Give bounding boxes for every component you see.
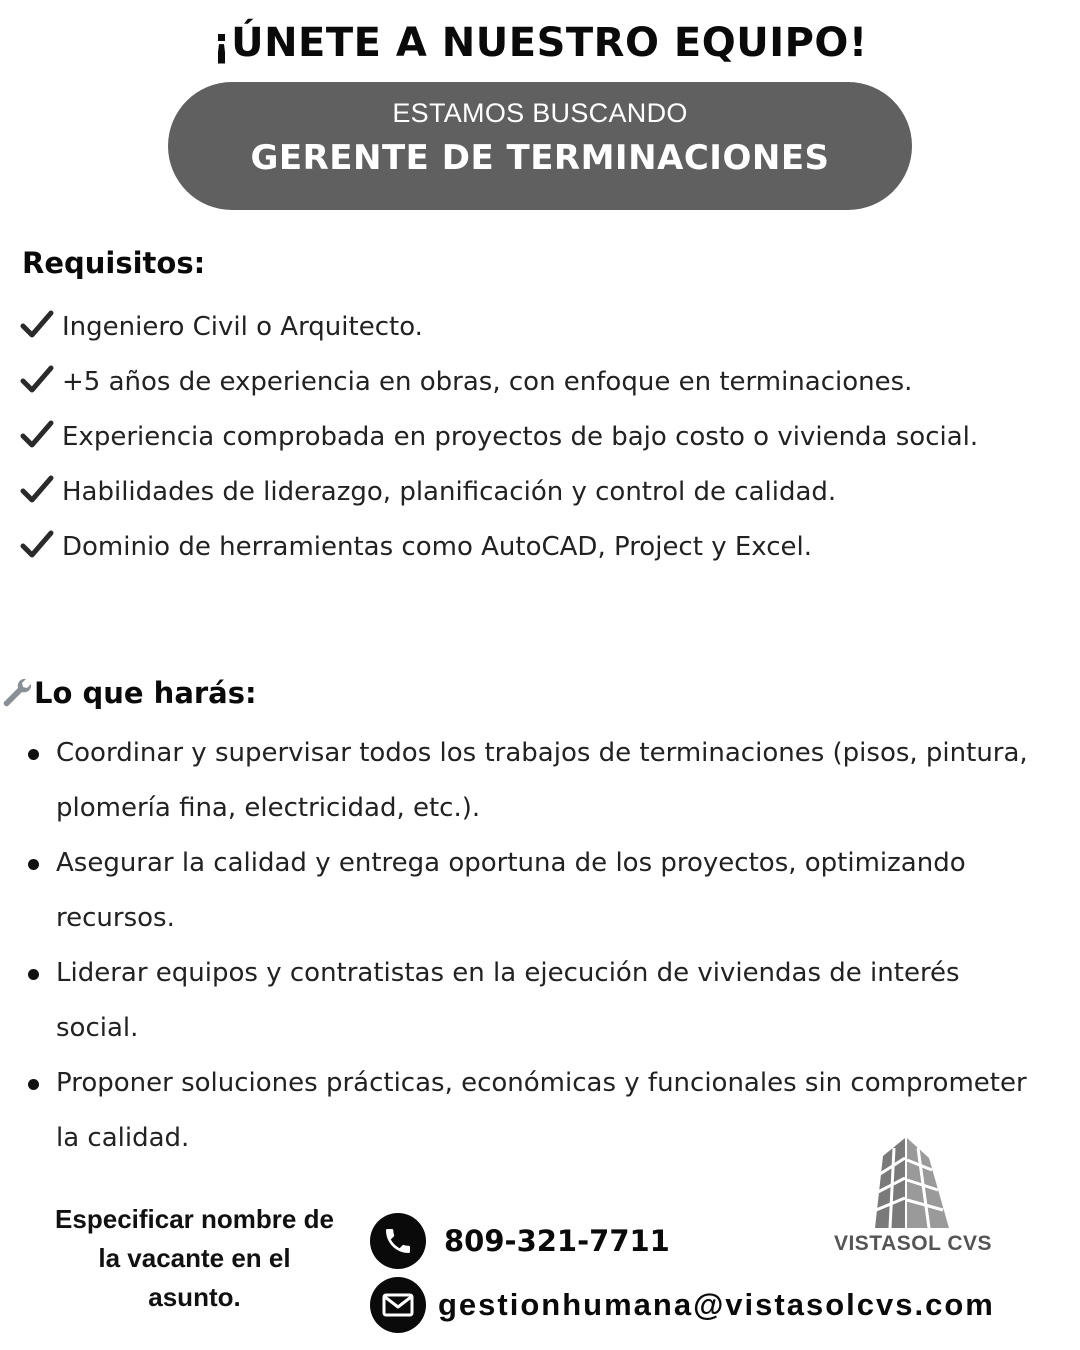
- wrench-icon: [0, 676, 34, 710]
- requirement-text: Dominio de herramientas como AutoCAD, Project y Excel.: [62, 532, 812, 562]
- requirement-text: Experiencia comprobada en proyectos de bajo costo o vivienda social.: [62, 422, 979, 452]
- list-item: [20, 465, 1065, 520]
- building-icon: [828, 1134, 998, 1230]
- requirements-heading: Requisitos:: [22, 246, 206, 280]
- banner-position: GERENTE DE TERMINACIONES: [250, 138, 830, 178]
- requirements-list: [20, 300, 1065, 575]
- list-item: [56, 836, 1036, 946]
- list-item: [56, 726, 1036, 836]
- email-address: gestionhumana@vistasolcvs.com: [438, 1287, 995, 1322]
- bullet-icon: [28, 969, 39, 980]
- position-banner: [168, 82, 912, 210]
- email-contact[interactable]: [370, 1277, 995, 1333]
- check-icon: [20, 419, 54, 449]
- company-logo: [828, 1134, 998, 1264]
- tasks-heading: Lo que harás:: [34, 676, 257, 710]
- email-icon: [370, 1277, 426, 1333]
- subject-note: Especificar nombre de la vacante en el asunto.: [55, 1204, 334, 1312]
- bullet-icon: [28, 749, 39, 760]
- list-item: [20, 355, 1065, 410]
- check-icon: [20, 474, 54, 504]
- phone-contact[interactable]: [370, 1213, 670, 1269]
- list-item: [20, 300, 1065, 355]
- requirement-text: Ingeniero Civil o Arquitecto.: [62, 312, 423, 342]
- bullet-icon: [28, 859, 39, 870]
- banner-subtitle: ESTAMOS BUSCANDO: [392, 98, 688, 128]
- tasks-list: [56, 726, 1036, 1166]
- requirement-text: +5 años de experiencia en obras, con enfoque en terminaciones.: [62, 367, 913, 397]
- task-text: Coordinar y supervisar todos los trabajos de terminaciones (pisos, pintura, plomería fina, electricidad, etc.).: [56, 738, 1028, 823]
- phone-number: 809-321-7711: [444, 1224, 670, 1258]
- logo-text: VISTASOL CVS: [833, 1232, 993, 1255]
- check-icon: [20, 309, 54, 339]
- tasks-heading-row: [0, 676, 257, 710]
- check-icon: [20, 364, 54, 394]
- bullet-icon: [28, 1079, 39, 1090]
- check-icon: [20, 529, 54, 559]
- list-item: [56, 946, 1036, 1056]
- task-text: Proponer soluciones prácticas, económicas y funcionales sin comprometer la calidad.: [56, 1068, 1027, 1153]
- list-item: [20, 520, 1065, 575]
- page-title: ¡ÚNETE A NUESTRO EQUIPO!: [212, 20, 868, 66]
- task-text: Asegurar la calidad y entrega oportuna de los proyectos, optimizando recursos.: [56, 848, 966, 933]
- task-text: Liderar equipos y contratistas en la ejecución de viviendas de interés social.: [56, 958, 960, 1043]
- phone-icon: [370, 1213, 426, 1269]
- requirement-text: Habilidades de liderazgo, planificación y control de calidad.: [62, 477, 837, 507]
- list-item: [20, 410, 1065, 465]
